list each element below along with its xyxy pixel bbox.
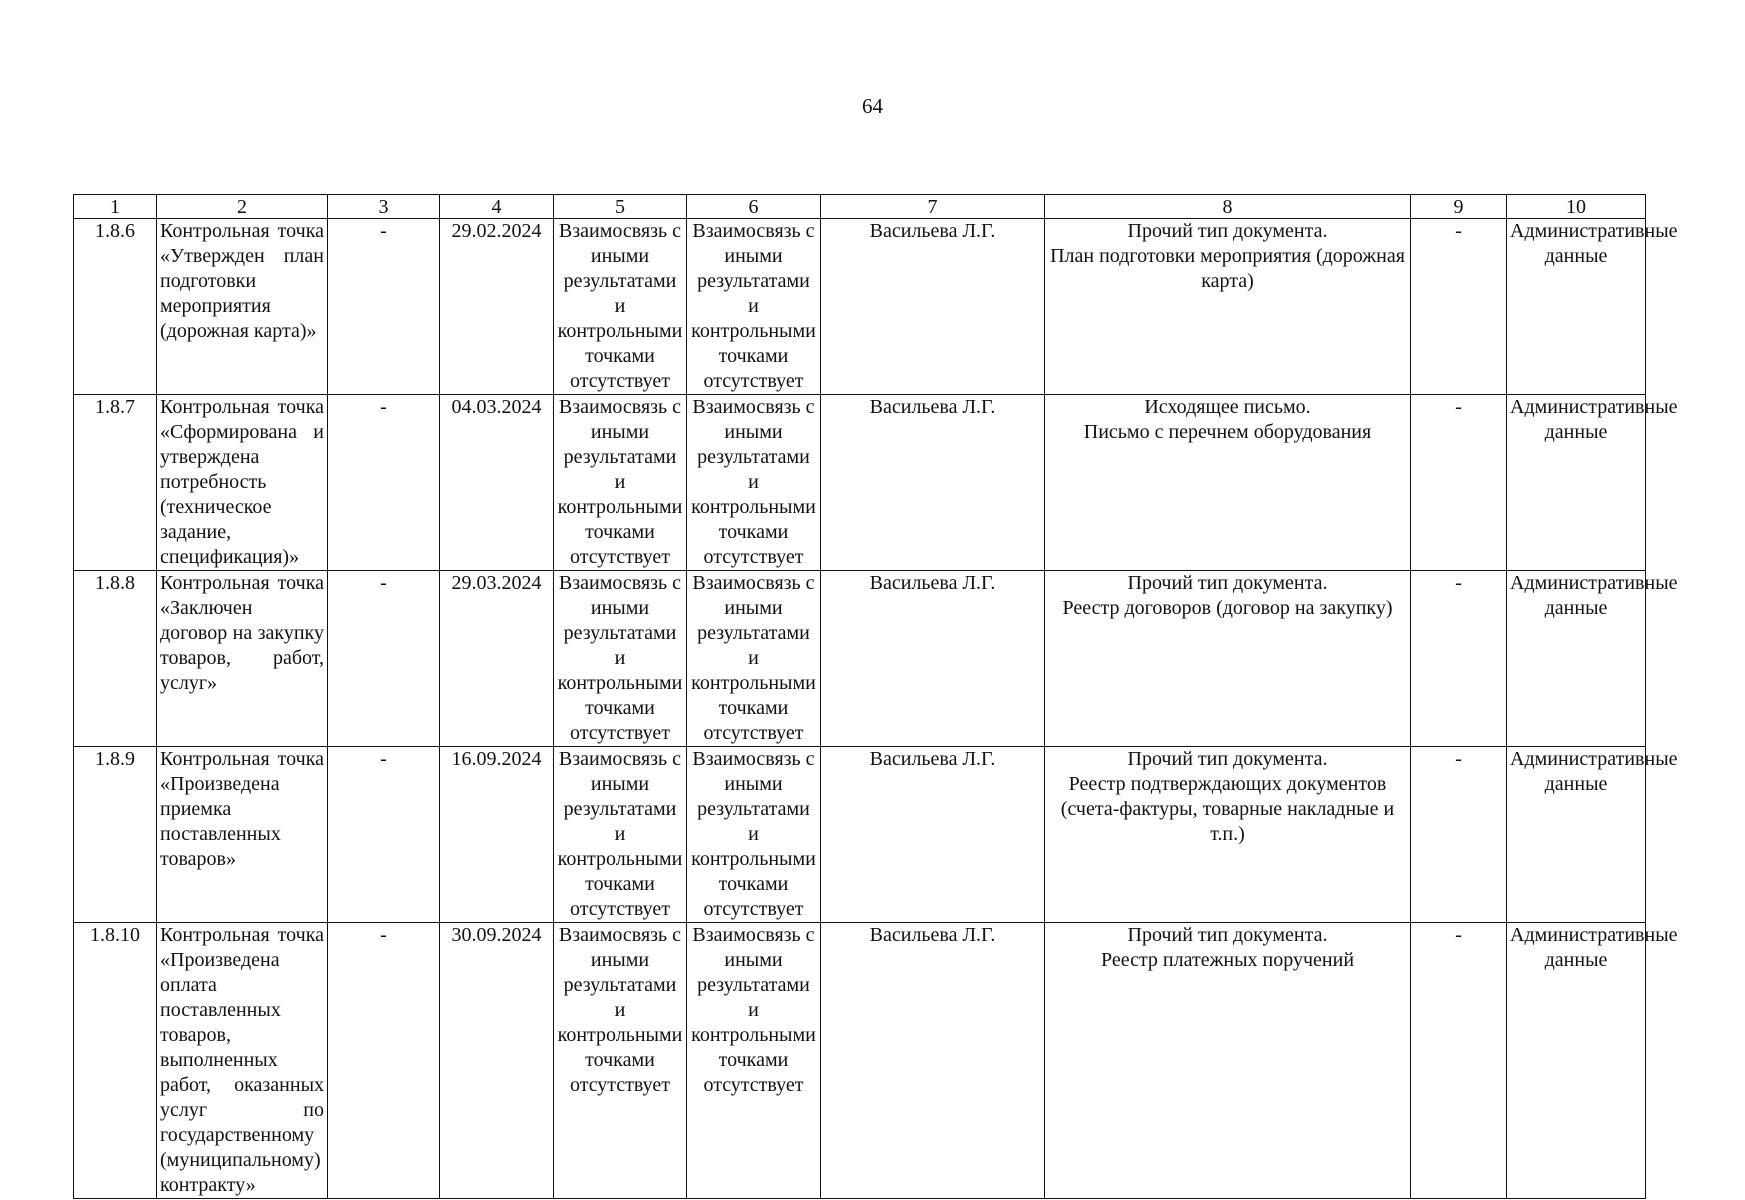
column-header: 1 bbox=[74, 195, 157, 219]
control-point-name: Контрольная точка «Заключен договор на закупку товаров, работ, услуг» bbox=[157, 571, 328, 747]
due-date: 04.03.2024 bbox=[440, 395, 554, 571]
data-source: Административные данные bbox=[1507, 747, 1646, 923]
column-header: 5 bbox=[554, 195, 687, 219]
due-date: 29.03.2024 bbox=[440, 571, 554, 747]
document-cell bbox=[1045, 395, 1411, 571]
relation-results: Взаимосвязь с иными результатами и контрольными точками отсутствует bbox=[554, 923, 687, 1199]
row-number: 1.8.6 bbox=[74, 219, 157, 395]
control-point-name: Контрольная точка «Сформирована и утверждена потребность (техническое задание, спецификация)» bbox=[157, 395, 328, 571]
table-row bbox=[74, 395, 1646, 571]
document-cell bbox=[1045, 219, 1411, 395]
responsible-person: Васильева Л.Г. bbox=[821, 923, 1045, 1199]
document-cell bbox=[1045, 747, 1411, 923]
due-date: 16.09.2024 bbox=[440, 747, 554, 923]
column-header: 3 bbox=[328, 195, 440, 219]
document-type: Прочий тип документа. bbox=[1127, 748, 1328, 770]
column-9-value: - bbox=[1411, 395, 1507, 571]
document-type: Прочий тип документа. bbox=[1127, 572, 1328, 594]
table-header-row bbox=[74, 195, 1646, 219]
responsible-person: Васильева Л.Г. bbox=[821, 395, 1045, 571]
column-header: 10 bbox=[1507, 195, 1646, 219]
column-3-value: - bbox=[328, 571, 440, 747]
relation-results: Взаимосвязь с иными результатами и контрольными точками отсутствует bbox=[554, 395, 687, 571]
row-number: 1.8.9 bbox=[74, 747, 157, 923]
document-cell bbox=[1045, 923, 1411, 1199]
relation-points: Взаимосвязь с иными результатами и контрольными точками отсутствует bbox=[687, 219, 821, 395]
document-type: Прочий тип документа. bbox=[1127, 220, 1328, 242]
column-3-value: - bbox=[328, 219, 440, 395]
table-row bbox=[74, 219, 1646, 395]
due-date: 29.02.2024 bbox=[440, 219, 554, 395]
table-row bbox=[74, 571, 1646, 747]
data-source: Административные данные bbox=[1507, 571, 1646, 747]
document-type: Исходящее письмо. bbox=[1144, 396, 1311, 418]
column-3-value: - bbox=[328, 395, 440, 571]
relation-points: Взаимосвязь с иными результатами и контрольными точками отсутствует bbox=[687, 395, 821, 571]
document-type: Прочий тип документа. bbox=[1127, 924, 1328, 946]
responsible-person: Васильева Л.Г. bbox=[821, 747, 1045, 923]
relation-results: Взаимосвязь с иными результатами и контрольными точками отсутствует bbox=[554, 571, 687, 747]
column-header: 8 bbox=[1045, 195, 1411, 219]
control-point-name: Контрольная точка «Произведена приемка поставленных товаров» bbox=[157, 747, 328, 923]
row-number: 1.8.10 bbox=[74, 923, 157, 1199]
data-source: Административные данные bbox=[1507, 395, 1646, 571]
relation-points: Взаимосвязь с иными результатами и контрольными точками отсутствует bbox=[687, 923, 821, 1199]
column-9-value: - bbox=[1411, 747, 1507, 923]
document-name: План подготовки мероприятия (дорожная карта) bbox=[1050, 245, 1405, 292]
responsible-person: Васильева Л.Г. bbox=[821, 219, 1045, 395]
column-header: 9 bbox=[1411, 195, 1507, 219]
control-points-table bbox=[73, 194, 1678, 1199]
column-9-value: - bbox=[1411, 571, 1507, 747]
column-9-value: - bbox=[1411, 923, 1507, 1199]
row-number: 1.8.7 bbox=[74, 395, 157, 571]
relation-results: Взаимосвязь с иными результатами и контрольными точками отсутствует bbox=[554, 219, 687, 395]
column-header: 2 bbox=[157, 195, 328, 219]
data-source: Административные данные bbox=[1507, 923, 1646, 1199]
relation-points: Взаимосвязь с иными результатами и контрольными точками отсутствует bbox=[687, 571, 821, 747]
column-header: 6 bbox=[687, 195, 821, 219]
column-header: 4 bbox=[440, 195, 554, 219]
column-3-value: - bbox=[328, 747, 440, 923]
relation-results: Взаимосвязь с иными результатами и контрольными точками отсутствует bbox=[554, 747, 687, 923]
document-name: Реестр договоров (договор на закупку) bbox=[1062, 597, 1393, 619]
document-name: Реестр подтверждающих документов (счета-фактуры, товарные накладные и т.п.) bbox=[1060, 773, 1395, 845]
responsible-person: Васильева Л.Г. bbox=[821, 571, 1045, 747]
due-date: 30.09.2024 bbox=[440, 923, 554, 1199]
relation-points: Взаимосвязь с иными результатами и контрольными точками отсутствует bbox=[687, 747, 821, 923]
table-row bbox=[74, 923, 1646, 1199]
row-number: 1.8.8 bbox=[74, 571, 157, 747]
data-source: Административные данные bbox=[1507, 219, 1646, 395]
table-row bbox=[74, 747, 1646, 923]
column-9-value: - bbox=[1411, 219, 1507, 395]
document-name: Реестр платежных поручений bbox=[1100, 949, 1355, 971]
control-point-name: Контрольная точка «Утвержден план подготовки мероприятия (дорожная карта)» bbox=[157, 219, 328, 395]
column-header: 7 bbox=[821, 195, 1045, 219]
page-number: 64 bbox=[862, 94, 883, 118]
document-name: Письмо с перечнем оборудования bbox=[1083, 421, 1372, 443]
column-3-value: - bbox=[328, 923, 440, 1199]
document-cell bbox=[1045, 571, 1411, 747]
control-point-name: Контрольная точка «Произведена оплата поставленных товаров, выполненных работ, оказанных услуг по государственному (муниципальному) контракту» bbox=[157, 923, 328, 1199]
